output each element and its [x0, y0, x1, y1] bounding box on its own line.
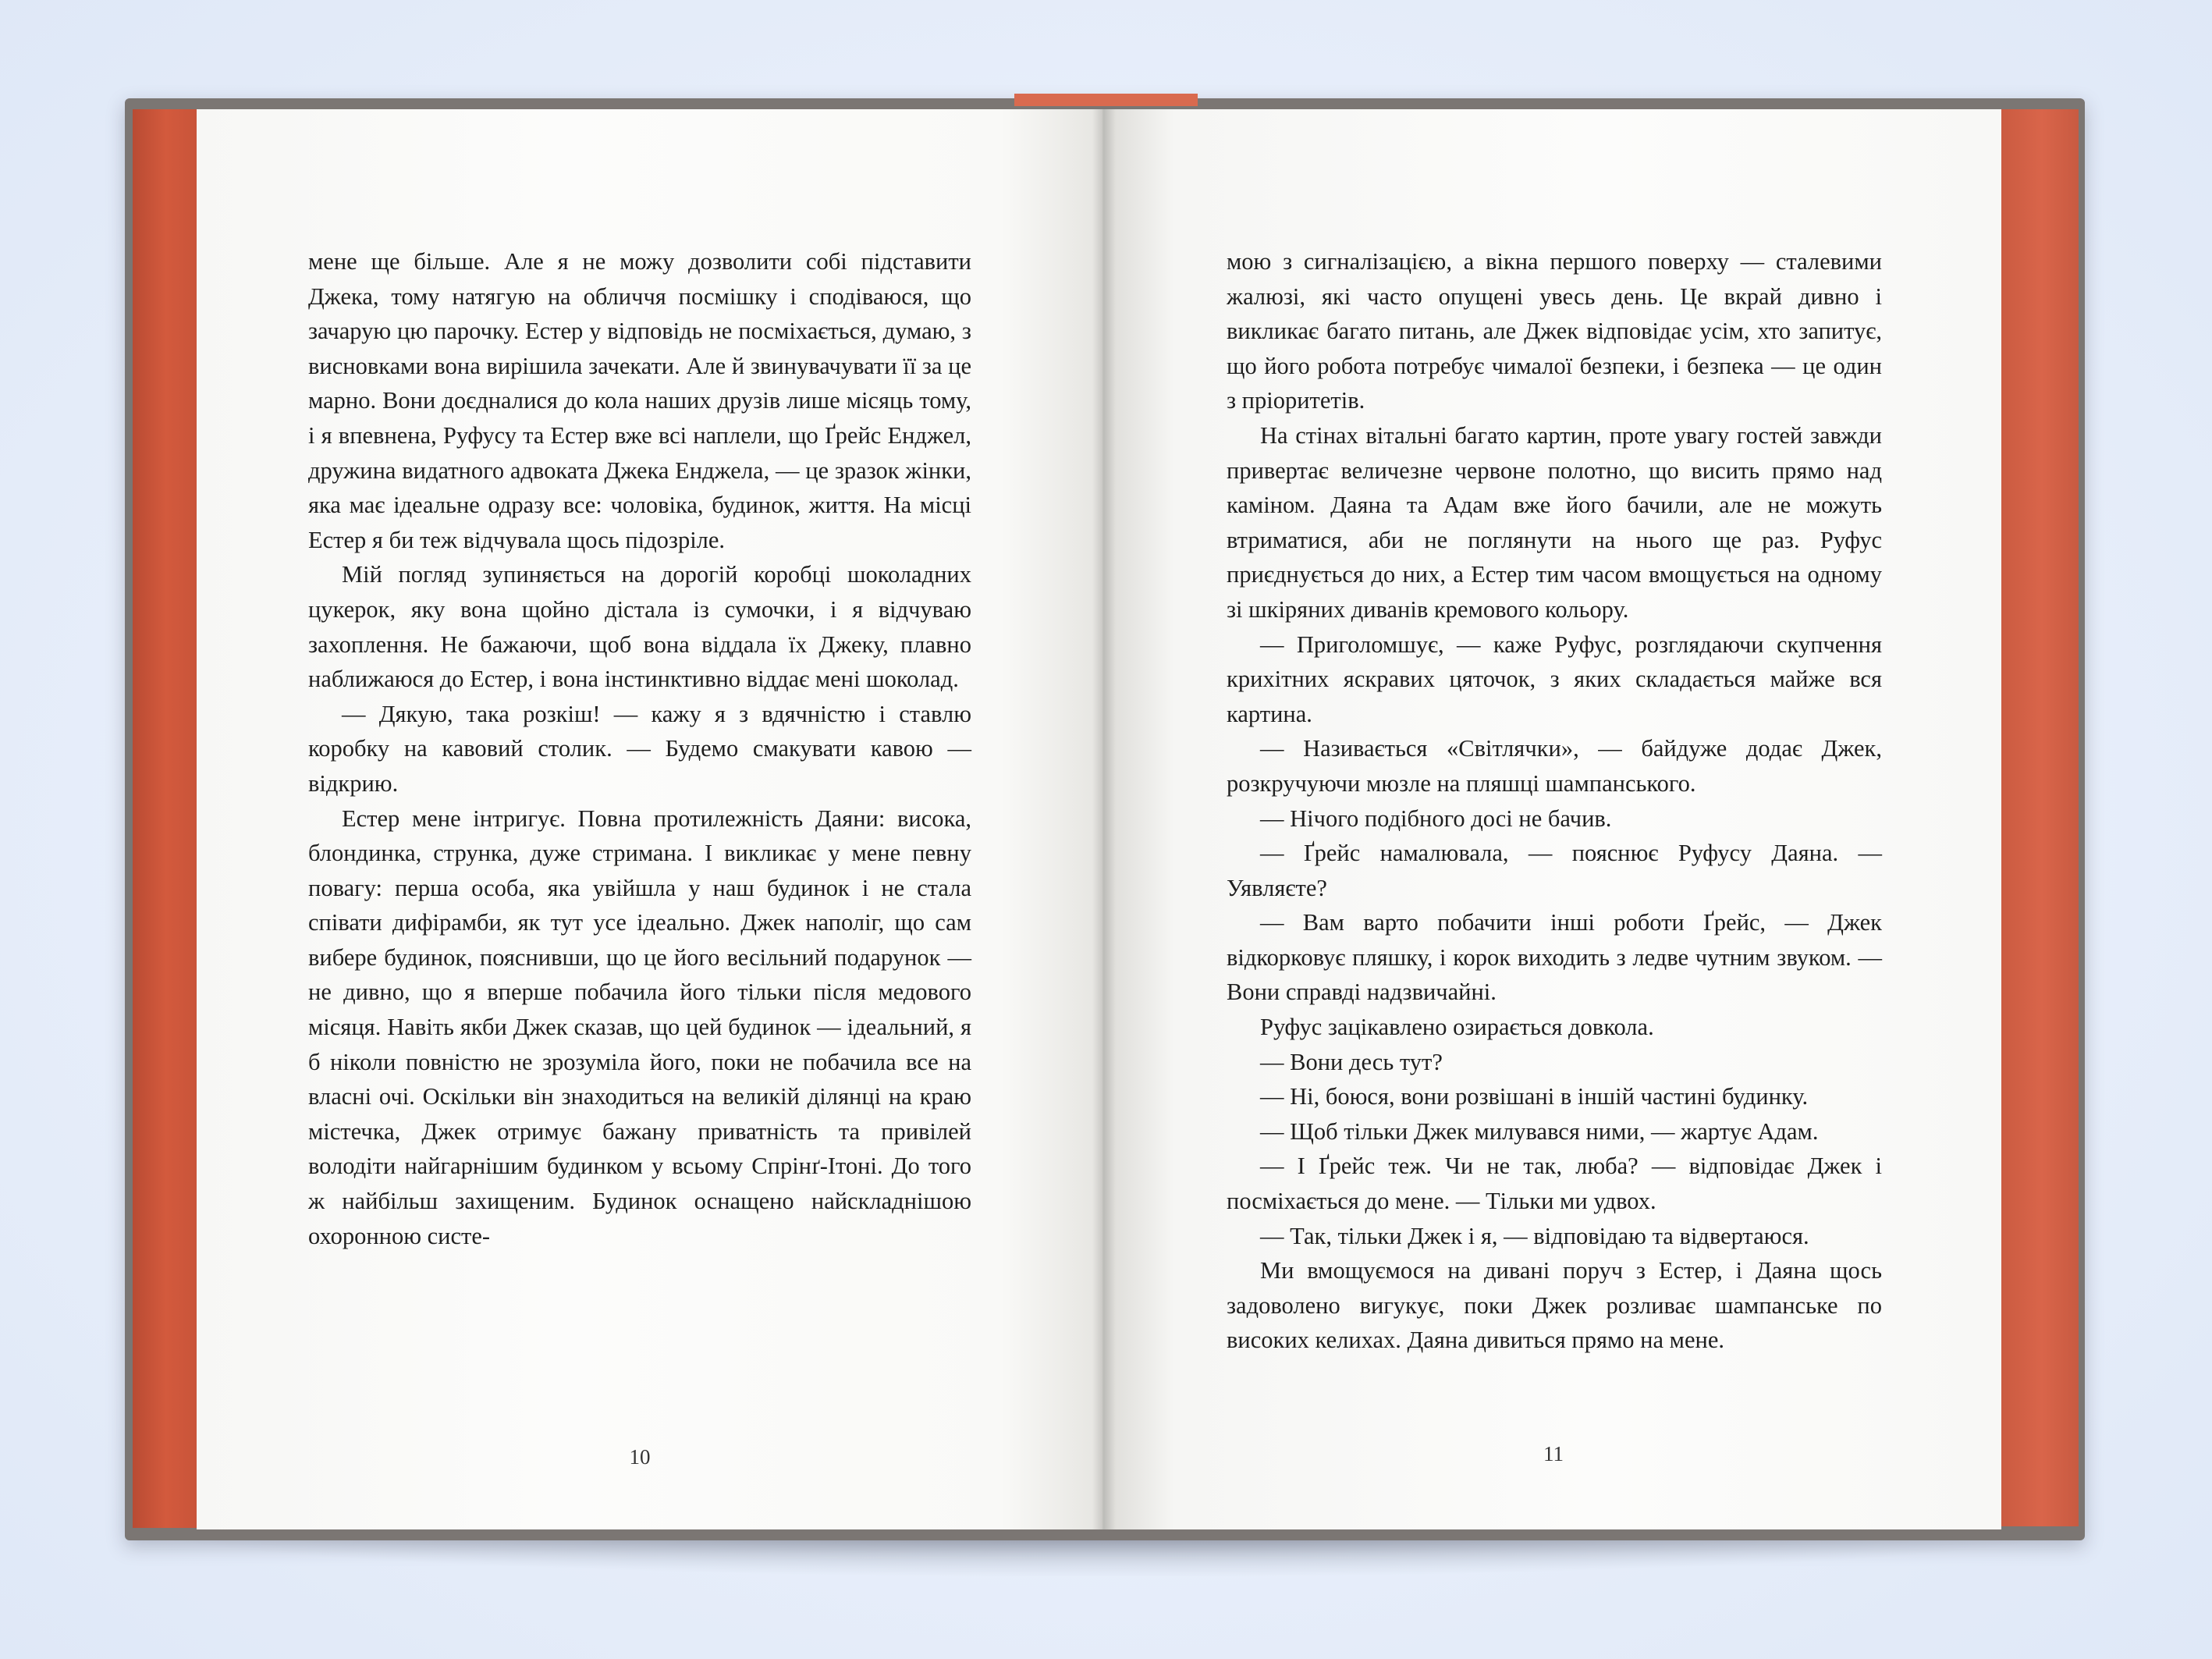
right-page-edges [1997, 109, 2079, 1526]
paragraph: мою з сигналізацією, а вікна першого поверху — сталевими жалюзі, які часто опущені увесь день. Це вкрай дивно і викликає багато питань, але Джек відповідає усім, хто запитує, що його робота потребує чималої безпеки, і безпека — це один з пріоритетів. [1227, 248, 1882, 414]
paragraph: — Вони десь тут? [1260, 1048, 1443, 1075]
paragraph: — Щоб тільки Джек милувався ними, — жартує Адам. [1260, 1117, 1819, 1145]
paragraph: — Так, тільки Джек і я, — відповідаю та відвертаюся. [1260, 1222, 1809, 1249]
paragraph: — Ґрейс намалювала, — пояснює Руфусу Даяна. — Уявляєте? [1227, 840, 1882, 901]
paragraph: Естер мене інтригує. Повна протилежність Даяни: висока, блондинка, струнка, дуже стримана. І викликає у мене певну повагу: перша особа, яка увійшла у наш будинок і не стала співати дифірамби, як тут усе ідеально. Джек наполіг, що сам вибере будинок, пояснивши, що це його весільний подарунок — не дивно, що я вперше побачила його тільки після медового місяця. Навіть якби Джек сказав, що цей будинок — ідеальний, я б ніколи повністю не зрозуміла його, поки не побачила все на власні очі. Оскільки він знаходиться на великій ділянці на краю містечка, Джек отримує бажану приватність та привілей володіти найгарнішим будинком у всьому Спрінґ-Ітоні. До того ж найбільш захищеним. Будинок оснащено найскладнішою охоронною систе- [308, 805, 971, 1249]
paragraph: — Приголомшує, — каже Руфус, розглядаючи скупчення крихітних яскравих цяточок, з яких складається майже вся картина. [1227, 631, 1882, 727]
left-page-number: 10 [629, 1445, 651, 1469]
right-page-number: 11 [1543, 1442, 1564, 1465]
paragraph: — Нічого подібного досі не бачив. [1260, 805, 1612, 832]
paragraph: Руфус зацікавлено озирається довкола. [1260, 1014, 1654, 1041]
paragraph: — Ні, боюся, вони розвішані в іншій частині будинку. [1260, 1083, 1809, 1110]
book-gutter [1092, 109, 1116, 1529]
paragraph: мене ще більше. Але я не можу дозволити собі підставити Джека, тому натягую на обличчя посмішку і сподіваюся, що зачарую цю парочку. Естер у відповідь не посміхається, думаю, з висновками вона вирішила зачекати. Але й звинувачувати її за це марно. Вони доєдналися до кола наших друзів лише місяць тому, і я впевнена, Руфусу та Естер вже всі наплели, що Ґрейс Енджел, дружина видатного адвоката Джека Енджела, — це зразок жінки, яка має ідеальне одразу все: чоловіка, будинок, життя. На місці Естер я би теж відчувала щось підозріле. [308, 248, 971, 553]
paragraph: — Дякую, така розкіш! — кажу я з вдячністю і ставлю коробку на кавовий столик. — Будемо смакувати кавою — відкрию. [308, 700, 971, 797]
paragraph: — Називається «Світлячки», — байдуже додає Джек, розкручуючи мюзле на пляшці шампанського. [1227, 735, 1882, 797]
book-spine-strip [1014, 94, 1198, 106]
paragraph: Ми вмощуємося на дивані поруч з Естер, і Даяна щось задоволено вигукує, поки Джек розливає шампанське по високих келихах. Даяна дивиться прямо на мене. [1227, 1257, 1882, 1354]
left-page-text [308, 244, 971, 1253]
paragraph: Мій погляд зупиняється на дорогій коробці шоколадних цукерок, яку вона щойно дістала із сумочки, і я відчуваю захоплення. Не бажаючи, щоб вона віддала їх Джеку, плавно наближаюся до Естер, і вона інстинктивно віддає мені шоколад. [308, 561, 971, 693]
paragraph: На стінах вітальні багато картин, проте увагу гостей завжди привертає величезне червоне полотно, що висить прямо над каміном. Даяна та Адам вже його бачили, але не можуть втриматися, аби не поглянути на нього ще раз. Руфус приєднується до них, а Естер тим часом вмощується на одному зі шкіряних диванів кремового кольору. [1227, 421, 1882, 623]
right-page-text [1227, 244, 1882, 1358]
left-page-edges [133, 109, 207, 1528]
paragraph: — Вам варто побачити інші роботи Ґрейс, — Джек відкорковує пляшку, і корок виходить з ледве чутним звуком. — Вони справді надзвичайні. [1227, 909, 1882, 1006]
paragraph: — І Ґрейс теж. Чи не так, люба? — відповідає Джек і посміхається до мене. — Тільки ми удвох. [1227, 1153, 1882, 1215]
